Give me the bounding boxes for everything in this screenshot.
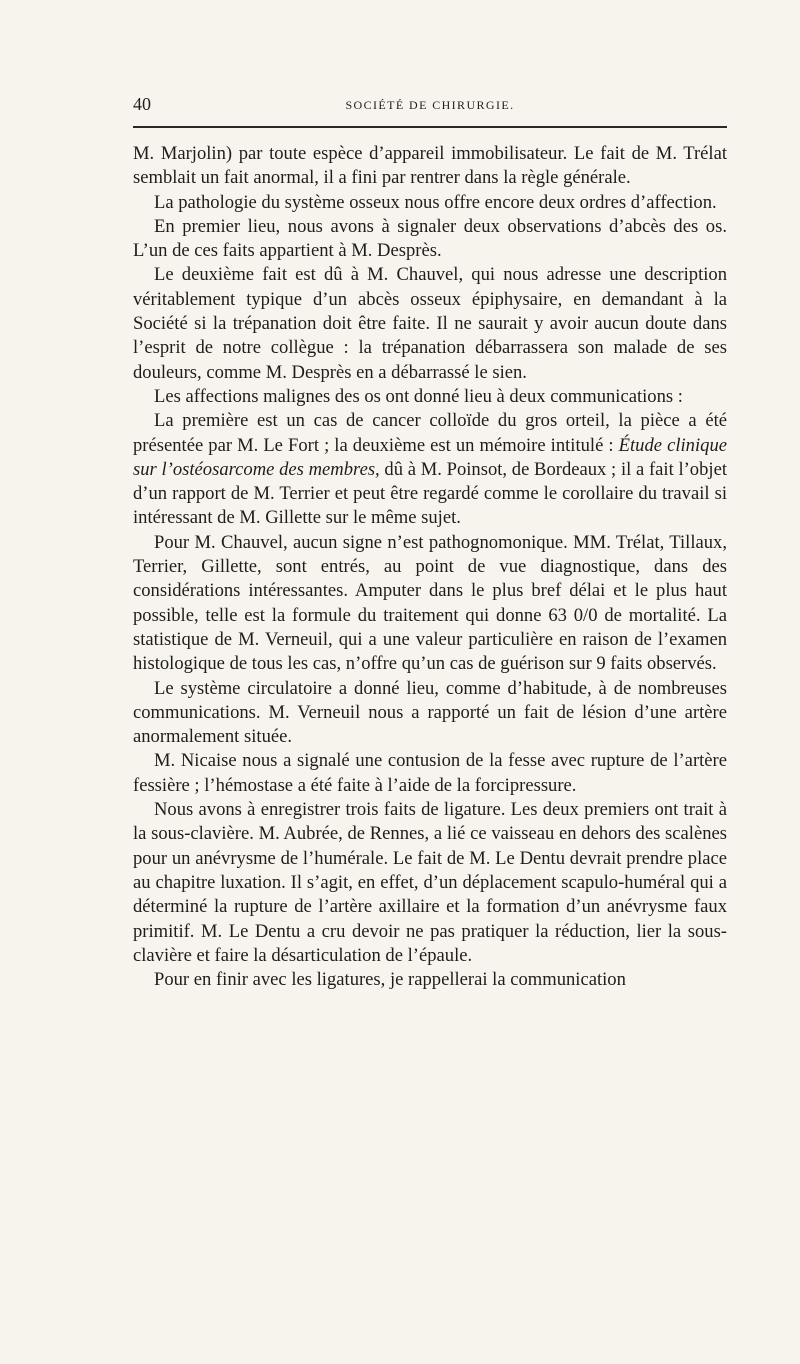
paragraph-9: M. Nicaise nous a signalé une contusion de la fesse avec rupture de l’artère fessière ; l’hémostase a été faite à l’aide de la forcipressure. [133,750,727,796]
paragraph-3: En premier lieu, nous avons à signaler deux observations d’abcès des os. L’un de ces faits appartient à M. Desprès. [133,215,727,262]
paragraph-6 [133,409,727,530]
paragraph-8: Le système circulatoire a donné lieu, comme d’habitude, à de nombreuses communications. M. Verneuil nous a rapporté un fait de lésion d’une artère anormalement située. [133,677,727,748]
paragraph-11: Pour en finir avec les ligatures, je rappellerai la communication [154,969,626,991]
body-text [133,142,727,992]
header-rule [133,126,727,128]
paragraph-7: Pour M. Chauvel, aucun signe n’est pathognomonique. MM. Trélat, Tillaux, Terrier, Gillette, sont entrés, au point de vue diagnostique, dans des considérations intéressantes. Amputer dans le plus bref délai et le plus haut possible, telle est la formule du traitement qui donne 63 0/0 de mortalité. La statistique de M. Verneuil, qui a une valeur particulière en raison de l’examen histologique de tous les cas, n’offre qu’un cas de guérison sur 9 faits observés. [133,531,727,675]
page-number: 40 [133,94,151,114]
paragraph-6-after: dû à M. Poinsot, de Bordeaux ; il a fait l’objet d’un rapport de M. Terrier et peut être regardé comme le corollaire du travail si intéressant de M. Gillette sur le même sujet. [133,458,727,529]
memoir-title: Étude clinique sur l’ostéosarcome des membres, [133,434,727,480]
paragraph-6-before: La première est un cas de cancer colloïde du gros orteil, la pièce a été présentée par M. Le Fort ; la deuxième est un mémoire intitulé : [133,410,727,456]
paragraph-2: La pathologie du système osseux nous offre encore deux ordres d’affection. [154,191,717,213]
page-header [133,92,727,116]
running-title: SOCIÉTÉ DE CHIRURGIE. [345,98,515,112]
paragraph-4: Le deuxième fait est dû à M. Chauvel, qui nous adresse une description véritablement typique d’un abcès osseux épiphysaire, en demandant à la Société si la trépanation doit être faite. Il ne saurait y avoir aucun doute dans l’esprit de notre collègue : la trépanation débarrassera son malade de ses douleurs, comme M. Desprès en a débarrassé le sien. [133,264,727,383]
paragraph-5: Les affections malignes des os ont donné lieu à deux communications : [154,385,683,407]
paragraph-10: Nous avons à enregistrer trois faits de ligature. Les deux premiers ont trait à la sous-clavière. M. Aubrée, de Rennes, a lié ce vaisseau en dehors des scalènes pour un anévrysme de l’humérale. Le fait de M. Le Dentu devrait prendre place au chapitre luxation. Il s’agit, en effet, d’un déplacement scapulo-huméral qui a déterminé la rupture de l’artère axillaire et la formation d’un anévrysme faux primitif. M. Le Dentu a cru devoir ne pas pratiquer la réduction, lier la sous-clavière et faire la désarticulation de l’épaule. [133,799,727,966]
paragraph-1: M. Marjolin) par toute espèce d’appareil immobilisateur. Le fait de M. Trélat semblait un fait anormal, il a fini par rentrer dans la règle générale. [133,143,727,189]
